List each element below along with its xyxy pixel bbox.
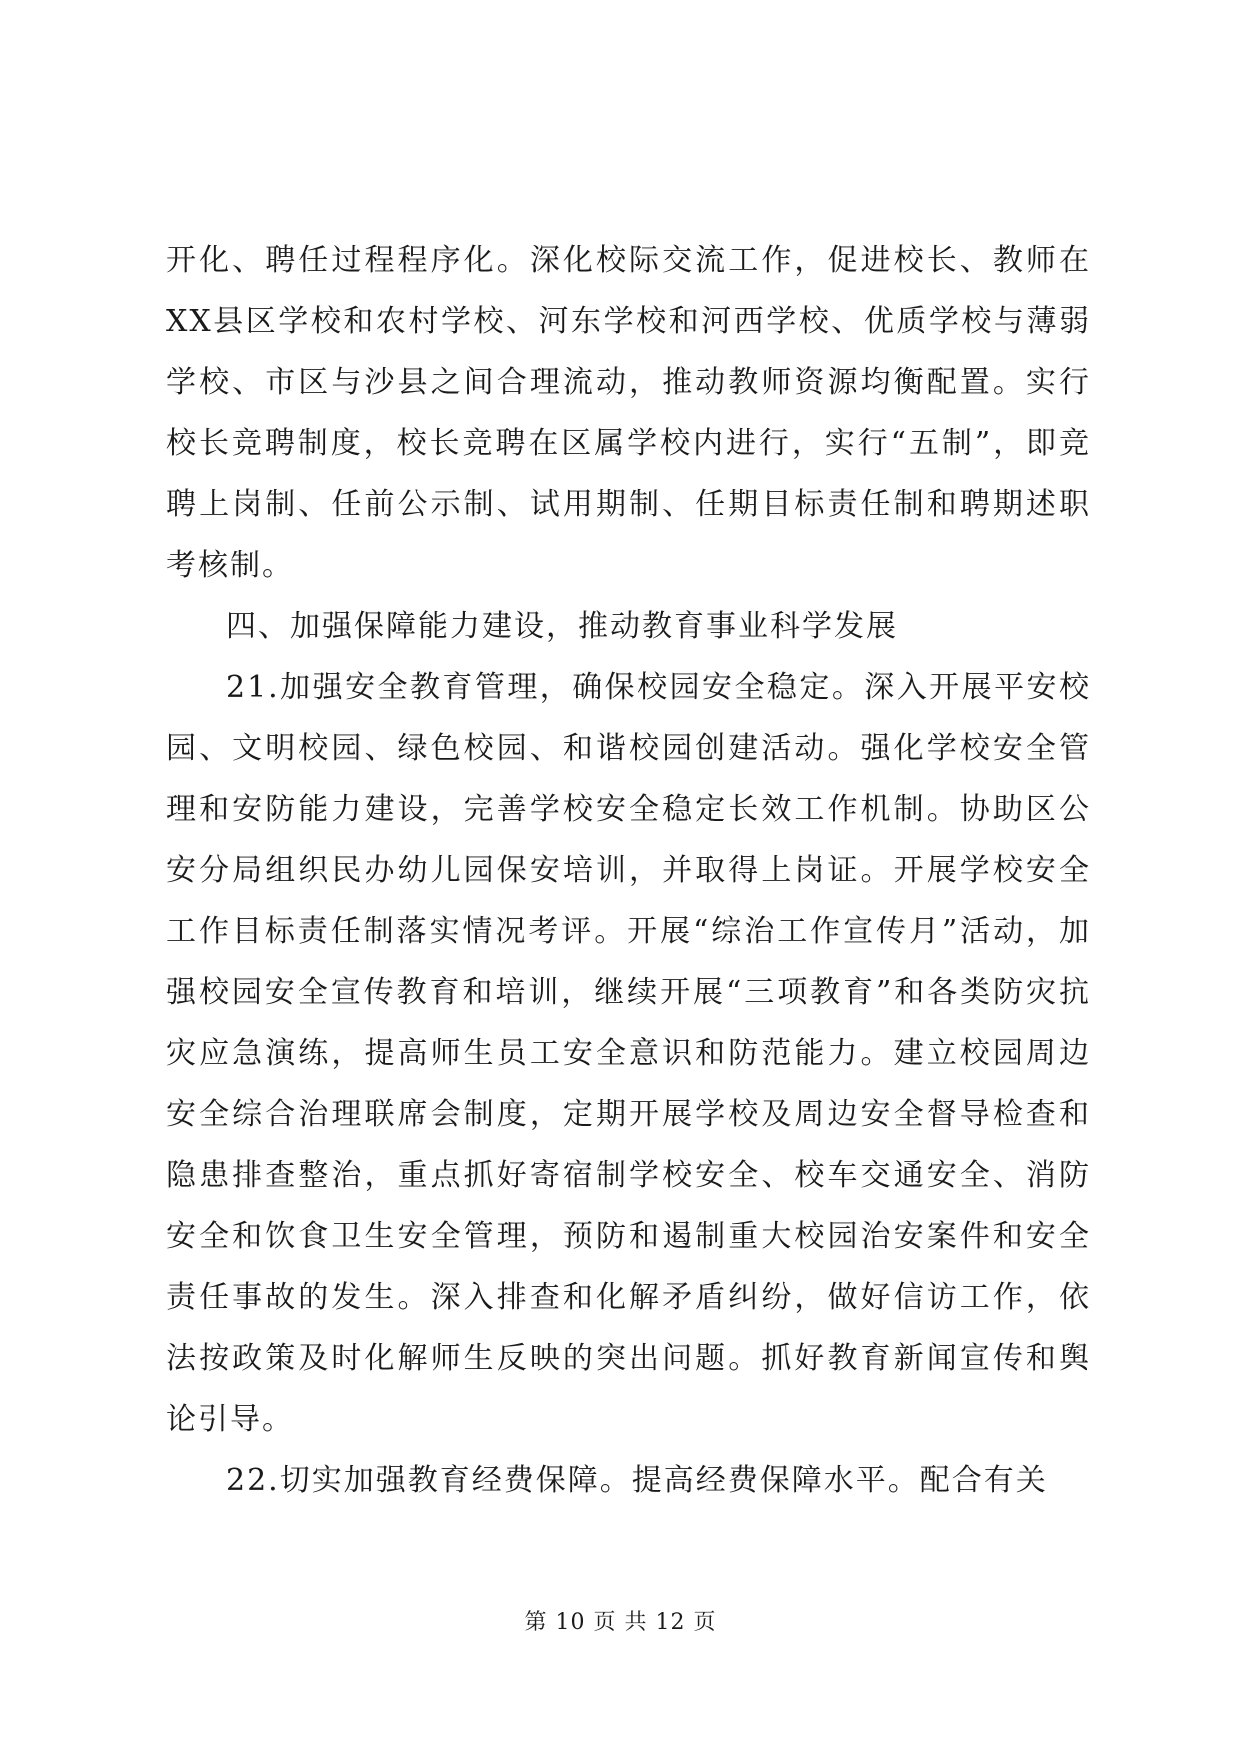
paragraph-item-22: 22.切实加强教育经费保障。提高经费保障水平。配合有关 <box>226 1463 1048 1498</box>
section-heading: 四、加强保障能力建设，推动教育事业科学发展 <box>226 609 898 644</box>
document-body <box>166 230 1091 1511</box>
paragraph-item-21: 21.加强安全教育管理，确保校园安全稳定。深入开展平安校园、文明校园、绿色校园、和谐校园创建活动。强化学校安全管理和安防能力建设，完善学校安全稳定长效工作机制。协助区公安分局组织民办幼儿园保安培训，并取得上岗证。开展学校安全工作目标责任制落实情况考评。开展“综治工作宣传月”活动，加强校园安全宣传教育和培训，继续开展“三项教育”和各类防灾抗灾应急演练，提高师生员工安全意识和防范能力。建立校园周边安全综合治理联席会制度，定期开展学校及周边安全督导检查和隐患排查整治，重点抓好寄宿制学校安全、校车交通安全、消防安全和饮食卫生安全管理，预防和遏制重大校园治安案件和安全责任事故的发生。深入排查和化解矛盾纠纷，做好信访工作，依法按政策及时化解师生反映的突出问题。抓好教育新闻宣传和舆论引导。 <box>166 670 1091 1437</box>
page-number-footer: 第 10 页 共 12 页 <box>524 1610 717 1635</box>
paragraph-continuation: 开化、聘任过程程序化。深化校际交流工作，促进校长、教师在XX县区学校和农村学校、河东学校和河西学校、优质学校与薄弱学校、市区与沙县之间合理流动，推动教师资源均衡配置。实行校长竞聘制度，校长竞聘在区属学校内进行，实行“五制”，即竞聘上岗制、任前公示制、试用期制、任期目标责任制和聘期述职考核制。 <box>166 243 1091 583</box>
